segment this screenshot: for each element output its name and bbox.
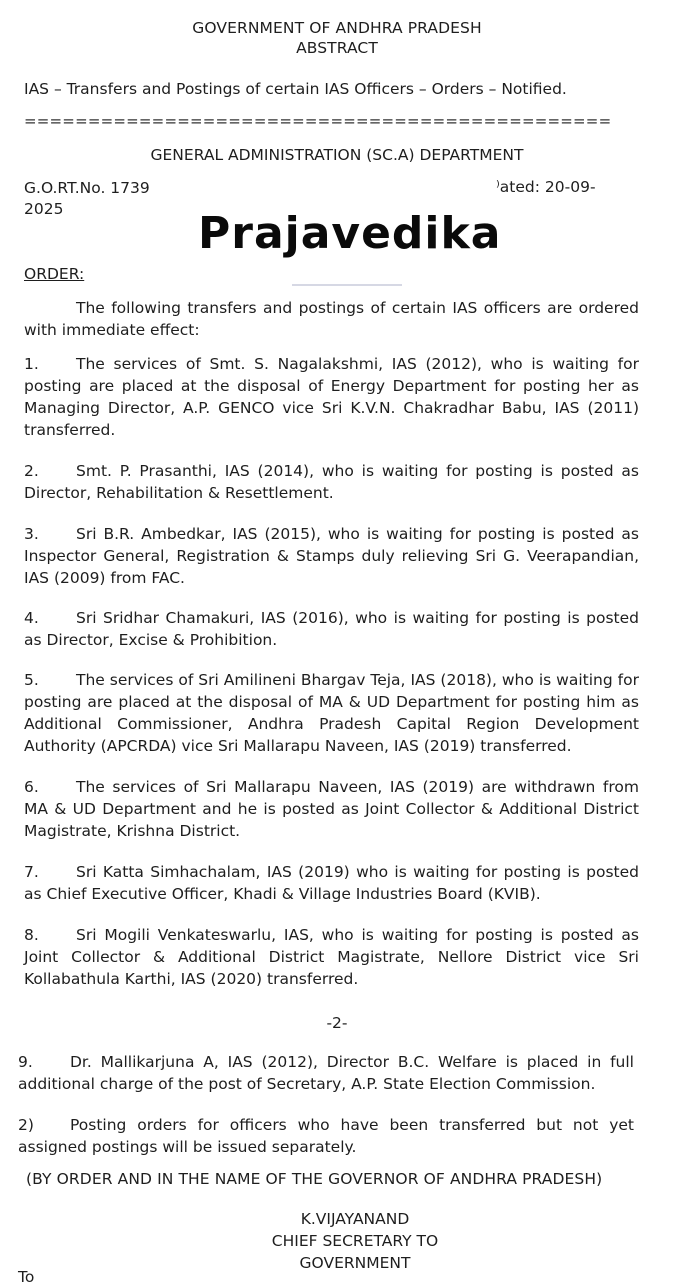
watermark-logo: Prajavedika <box>198 208 502 259</box>
document-header <box>0 18 674 58</box>
item-number: 8. <box>24 926 39 944</box>
item-number: 1. <box>24 355 39 373</box>
order-intro: The following transfers and postings of certain IAS officers are ordered with immediate effect: <box>24 299 639 339</box>
order-item-9 <box>18 1051 634 1095</box>
government-title: GOVERNMENT OF ANDHRA PRADESH <box>192 19 482 37</box>
order-item-2 <box>24 460 639 504</box>
item-text: Sri Katta Simhachalam, IAS (2019) who is waiting for posting is posted as Chief Executive Officer, Khadi & Village Industries Board (KVIB). <box>24 863 639 903</box>
order-label: ORDER: <box>24 265 85 283</box>
item-text: Dr. Mallikarjuna A, IAS (2012), Director B.C. Welfare is placed in full additional charge of the post of Secretary, A.P. State Election Commission. <box>18 1053 634 1093</box>
order-item-3 <box>24 523 639 589</box>
go-number-text: G.O.RT.No. 1739 <box>24 179 150 197</box>
item-number: 2. <box>24 462 39 480</box>
item-number: 9. <box>18 1053 33 1071</box>
order-item-6 <box>24 776 639 842</box>
signatory-name: K.VIJAYANAND <box>300 1210 410 1228</box>
faint-mark <box>292 284 402 286</box>
para-2 <box>18 1114 634 1158</box>
go-number <box>24 178 150 220</box>
signatory-title: CHIEF SECRETARY TO GOVERNMENT <box>271 1232 439 1272</box>
go-year-wrap: 2025 <box>24 200 64 218</box>
item-number: 6. <box>24 778 39 796</box>
item-text: Sri B.R. Ambedkar, IAS (2015), who is waiting for posting is posted as Inspector General, Registration & Stamps duly relieving Sri G. Veerapandian, IAS (2009) from FAC. <box>24 525 639 587</box>
item-text: The services of Smt. S. Nagalakshmi, IAS (2012), who is waiting for posting are placed at the disposal of Energy Department for posting her as Managing Director, A.P. GENCO vice Sri K.V.N. Chakradhar Babu, IAS (2011) transferred. <box>24 355 639 439</box>
abstract-title: ABSTRACT <box>296 39 378 57</box>
item-text: The services of Sri Amilineni Bhargav Teja, IAS (2018), who is waiting for posting are placed at the disposal of MA & UD Department for posting him as Additional Commissioner, Andhra Pradesh Capital Region Development Authority (APCRDA) vice Sri Mallarapu Naveen, IAS (2019) transferred. <box>24 671 639 755</box>
item-number: 4. <box>24 609 39 627</box>
order-item-5 <box>24 669 639 757</box>
dated-text: ⁾ated: 20-09- <box>496 178 596 196</box>
governor-line: (BY ORDER AND IN THE NAME OF THE GOVERNOR OF ANDHRA PRADESH) <box>26 1170 603 1188</box>
item-text: The services of Sri Mallarapu Naveen, IAS (2019) are withdrawn from MA & UD Department and he is posted as Joint Collector & Additional District Magistrate, Krishna District. <box>24 778 639 840</box>
item-text: Smt. P. Prasanthi, IAS (2014), who is waiting for posting is posted as Director, Rehabilitation & Resettlement. <box>24 462 639 502</box>
item-number: 3. <box>24 525 39 543</box>
order-item-4 <box>24 607 639 651</box>
page-number: -2- <box>326 1014 348 1032</box>
signature-block <box>230 1208 480 1274</box>
item-number: 2) <box>18 1116 34 1134</box>
item-number: 5. <box>24 671 39 689</box>
to-label: To <box>18 1268 35 1286</box>
separator-line: ============================================== <box>24 112 612 130</box>
item-text: Posting orders for officers who have been transferred but not yet assigned postings will be issued separately. <box>18 1116 634 1156</box>
order-item-7 <box>24 861 639 905</box>
subject-line: IAS – Transfers and Postings of certain IAS Officers – Orders – Notified. <box>24 80 567 98</box>
item-text: Sri Sridhar Chamakuri, IAS (2016), who is waiting for posting is posted as Director, Excise & Prohibition. <box>24 609 639 649</box>
department-title: GENERAL ADMINISTRATION (SC.A) DEPARTMENT <box>150 146 524 164</box>
order-item-8 <box>24 924 639 990</box>
order-item-1 <box>24 353 639 441</box>
item-number: 7. <box>24 863 39 881</box>
item-text: Sri Mogili Venkateswarlu, IAS, who is waiting for posting is posted as Joint Collector & Additional District Magistrate, Nellore District vice Sri Kollabathula Karthi, IAS (2020) transferred. <box>24 926 639 988</box>
